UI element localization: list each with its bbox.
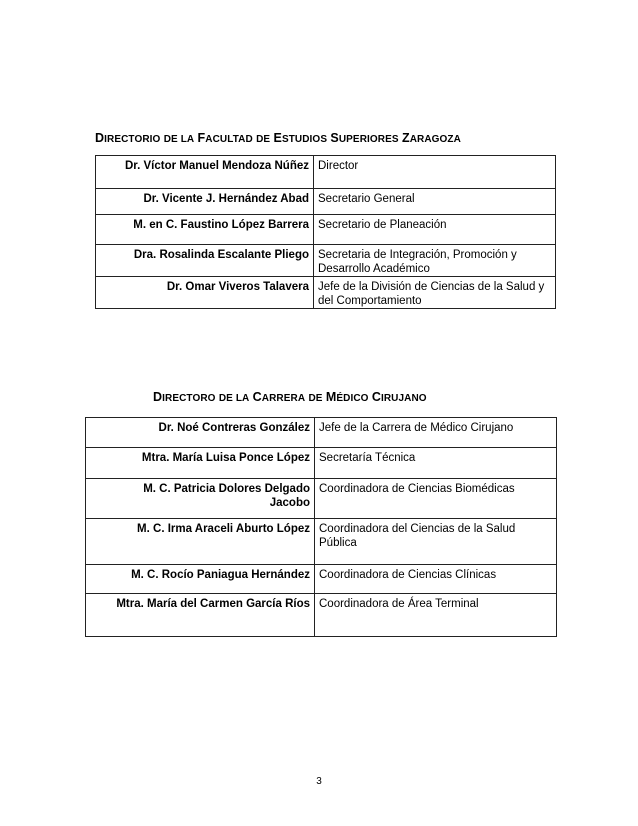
page-number: 3 <box>316 776 322 787</box>
person-name: M. C. Patricia Dolores Delgado Jacobo <box>86 479 315 519</box>
person-role: Secretario de Planeación <box>314 215 556 245</box>
person-name: Mtra. María del Carmen García Ríos <box>86 594 315 637</box>
person-role: Jefe de la Carrera de Médico Cirujano <box>315 418 557 448</box>
table-row <box>86 565 557 594</box>
person-role: Coordinadora del Ciencias de la Salud Pública <box>315 519 557 565</box>
person-name: Dr. Noé Contreras González <box>86 418 315 448</box>
table-row <box>86 519 557 565</box>
person-role: Jefe de la División de Ciencias de la Salud y del Comportamiento <box>314 277 556 309</box>
table-row <box>96 215 556 245</box>
person-role: Secretario General <box>314 189 556 215</box>
table-row <box>96 189 556 215</box>
table-row <box>96 277 556 309</box>
table-row <box>86 594 557 637</box>
person-role: Coordinadora de Área Terminal <box>315 594 557 637</box>
person-name: Dra. Rosalinda Escalante Pliego <box>96 245 314 277</box>
person-role: Secretaría Técnica <box>315 448 557 479</box>
person-role: Director <box>314 156 556 189</box>
person-name: M. C. Irma Araceli Aburto López <box>86 519 315 565</box>
person-name: M. C. Rocío Paniagua Hernández <box>86 565 315 594</box>
person-name: Dr. Víctor Manuel Mendoza Núñez <box>96 156 314 189</box>
faculty-directory-title: DIRECTORIO DE LA FACULTAD DE ESTUDIOS SUPERIORES ZARAGOZA <box>95 131 461 145</box>
table-row <box>86 448 557 479</box>
person-name: Dr. Omar Viveros Talavera <box>96 277 314 309</box>
person-role: Secretaria de Integración, Promoción y Desarrollo Académico <box>314 245 556 277</box>
table-row <box>96 245 556 277</box>
person-name: Dr. Vicente J. Hernández Abad <box>96 189 314 215</box>
faculty-directory-table <box>95 155 556 309</box>
career-directory-table <box>85 417 557 637</box>
person-role: Coordinadora de Ciencias Clínicas <box>315 565 557 594</box>
table-row <box>86 479 557 519</box>
person-name: Mtra. María Luisa Ponce López <box>86 448 315 479</box>
person-name: M. en C. Faustino López Barrera <box>96 215 314 245</box>
person-role: Coordinadora de Ciencias Biomédicas <box>315 479 557 519</box>
table-row <box>86 418 557 448</box>
career-directory-title: DIRECTORO DE LA CARRERA DE MÉDICO CIRUJANO <box>153 390 427 404</box>
table-row <box>96 156 556 189</box>
